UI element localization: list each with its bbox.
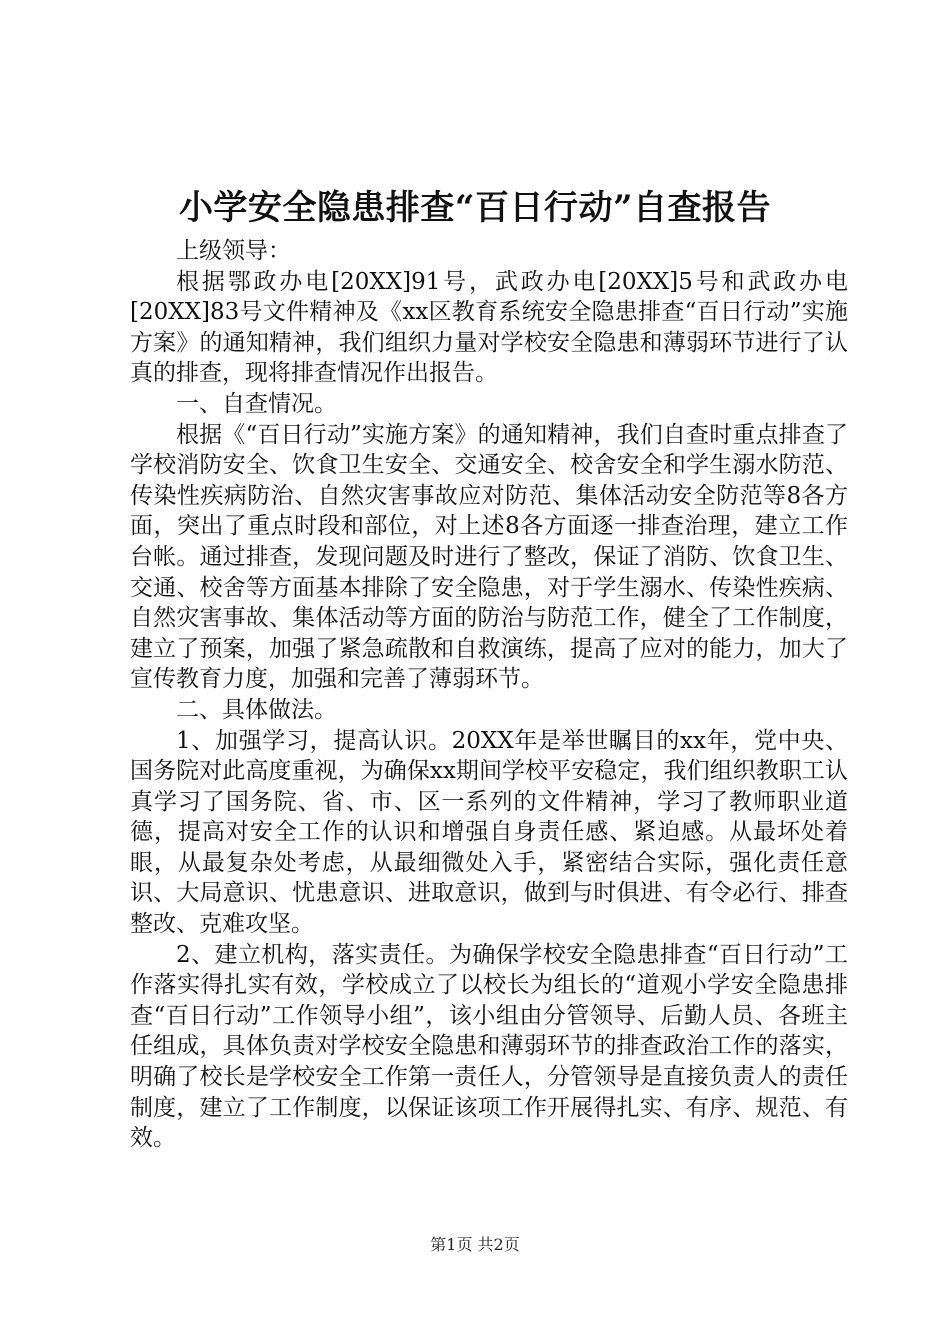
document-body — [130, 236, 848, 1154]
document-title: 小学安全隐患排查“百日行动”自查报告 — [178, 188, 772, 228]
intro-paragraph: 根据鄂政办电[20XX]91号，武政办电[20XX]5号和武政办电[20XX]83号文件精神及《xx区教育系统安全隐患排查“百日行动”实施方案》的通知精神，我们组织力量对学校安全隐患和薄弱环节进行了认真的排查，现将排查情况作出报告。 — [130, 268, 848, 387]
measure-paragraph-1: 1、加强学习，提高认识。20XX年是举世瞩目的xx年，党中央、国务院对此高度重视，为确保xx期间学校平安稳定，我们组织教职工认真学习了国务院、省、市、区一系列的文件精神，学习了教师职业道德，提高对安全工作的认识和增强自身责任感、紧迫感。从最坏处着眼，从最复杂处考虑，从最细微处入手，紧密结合实际，强化责任意识、大局意识、忧患意识、进取意识，做到与时俱进、有令必行、排查整改、克难攻坚。 — [130, 727, 848, 938]
measure-paragraph-2: 2、建立机构，落实责任。为确保学校安全隐患排查“百日行动”工作落实得扎实有效，学校成立了以校长为组长的“道观小学安全隐患排查“百日行动”工作领导小组”，该小组由分管领导、后勤人员、各班主任组成，具体负责对学校安全隐患和薄弱环节的排查政治工作的落实，明确了校长是学校安全工作第一责任人，分管领导是直接负责人的责任制度，建立了工作制度，以保证该项工作开展得扎实、有序、规范、有效。 — [130, 941, 848, 1152]
section-heading-measures: 二、具体做法。 — [176, 696, 337, 723]
section-heading-self-check: 一、自查情况。 — [176, 390, 337, 417]
salutation: 上级领导： — [176, 238, 291, 264]
page-footer: 第1页 共2页 — [430, 1235, 520, 1254]
self-check-paragraph: 根据《“百日行动”实施方案》的通知精神，我们自查时重点排查了学校消防安全、饮食卫生安全、交通安全、校舍安全和学生溺水防范、传染性疾病防治、自然灾害事故应对防范、集体活动安全防范等8各方面，突出了重点时段和部位，对上述8各方面逐一排查治理，建立工作台帐。通过排查，发现问题及时进行了整改，保证了消防、饮食卫生、交通、校舍等方面基本排除了安全隐患，对于学生溺水、传染性疾病、自然灾害事故、集体活动等方面的防治与防范工作，健全了工作制度，建立了预案，加强了紧急疏散和自救演练，提高了应对的能力，加大了宣传教育力度，加强和完善了薄弱环节。 — [130, 421, 848, 693]
